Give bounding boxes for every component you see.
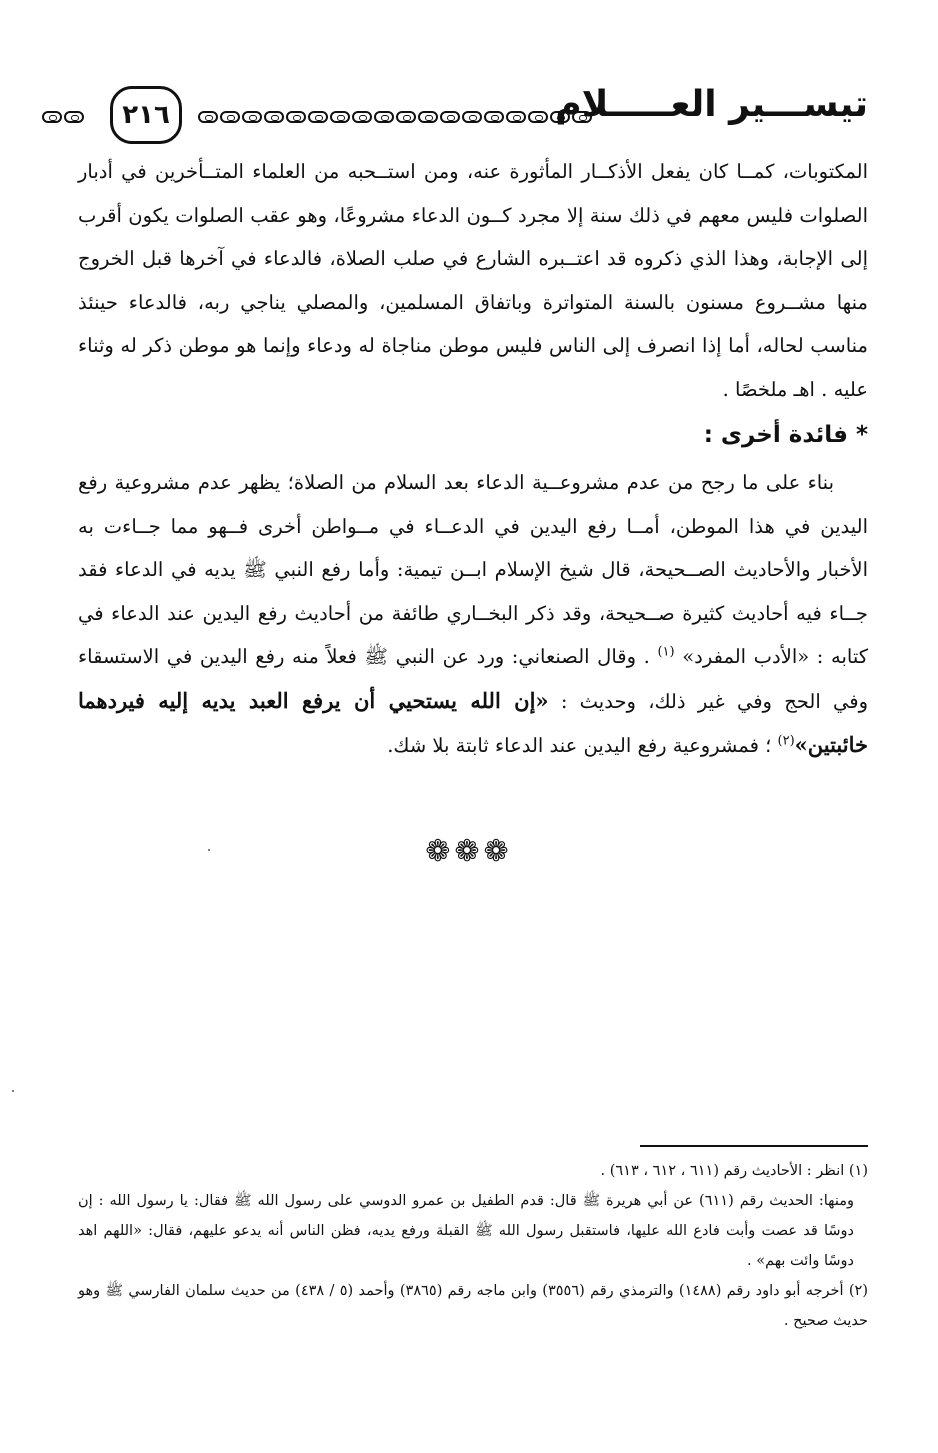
hadith-quote: «إن الله يستحيي أن يرفع العبد يديه إليه فيردهما خائبتين» bbox=[78, 687, 868, 757]
chain-ornament-icon bbox=[198, 106, 606, 128]
small-chain-ornament-icon bbox=[42, 106, 102, 128]
paragraph: المكتوبات، كمــا كان يفعل الأذكــار المأثورة عنه، ومن استــحبه من العلماء المتــأخرين في أدبار الصلوات فليس معهم في ذلك سنة إلا مجرد كــون الدعاء مشروعًا، وهو عقب الصلوات يكون أقرب إلى الإجابة، وهذا الذي ذكروه قد اعتــبره الشارع في صلب الصلاة، فالدعاء في آخرها قبل الخروج منها مشــروع مسنون بالسنة المتواترة وباتفاق المسلمين، والمصلي يناجي ربه، فالدعاء حينئذ مناسب لحاله، أما إذا انصرف إلى الناس فليس موطن مناجاة له ودعاء وإنما هو موطن ذكر له وثناء عليه . اهـ ملخصًا . bbox=[78, 160, 868, 401]
scan-speck bbox=[208, 849, 210, 851]
paragraph bbox=[78, 461, 868, 768]
footnote-divider bbox=[640, 1145, 868, 1147]
footnote: ومنها: الحديث رقم (٦١١) عن أبي هريرة ﷺ قال: قدم الطفيل بن عمرو الدوسي على رسول الله ﷺ فقال: يا رسول الله : إن دوسًا قد عصت وأبت فادع الله عليها، فاستقبل رسول الله ﷺ القبلة ورفع يديه، فظن الناس أنه يدعو عليهم، فقال: «اللهم اهد دوسًا وائت بهم» . bbox=[78, 1193, 855, 1269]
footnotes bbox=[78, 1156, 868, 1336]
page-header bbox=[78, 80, 868, 152]
page-number: ٢١٦ bbox=[110, 86, 182, 144]
paragraph-text: ؛ فمشروعية رفع اليدين عند الدعاء ثابتة بلا شك. bbox=[387, 734, 778, 757]
paragraph-text: . وقال الصنعاني: ورد عن النبي ﷺ فعلاً منه رفع اليدين في الاستسقاء وفي الحج وفي غير ذلك، وحديث : bbox=[78, 645, 868, 713]
flower-ornament-icon: ❁❁❁ bbox=[425, 834, 513, 869]
footnote-reference: (١) bbox=[657, 644, 675, 660]
footnote: (٢) أخرجه أبو داود رقم (١٤٨٨) والترمذي رقم (٣٥٥٦) وابن ماجه رقم (٣٨٦٥) وأحمد (٥ / ٤٣٨) من حديث سلمان الفارسي ﷺ وهو حديث صحيح . bbox=[78, 1283, 868, 1329]
paragraph-text: بناء على ما رجح من عدم مشروعــية الدعاء بعد السلام من الصلاة؛ يظهر عدم مشروعية رفع اليدين في هذا الموطن، أمــا رفع اليدين في الدعــاء في مــواطن أخرى فــهو مما جــاءت به الأخبار والأحاديث الصــحيحة، قال شيخ الإسلام ابــن تيمية: وأما رفع النبي ﷺ يديه في الدعاء فقد جــاء فيه أحاديث كثيرة صــحيحة، وقد ذكر البخــاري طائفة من أحاديث رفع اليدين عند الدعاء في كتابه : «الأدب المفرد» bbox=[78, 471, 868, 668]
book-title: تيســـير العـــــلام bbox=[555, 84, 868, 125]
scan-speck bbox=[12, 1090, 14, 1092]
main-text bbox=[78, 150, 868, 768]
footnote-reference: (٢) bbox=[777, 733, 795, 749]
section-heading: * فائدة أخرى : bbox=[703, 422, 868, 448]
footnote: (١) انظر : الأحاديث رقم (٦١١ ، ٦١٢ ، ٦١٣) . bbox=[600, 1163, 868, 1179]
